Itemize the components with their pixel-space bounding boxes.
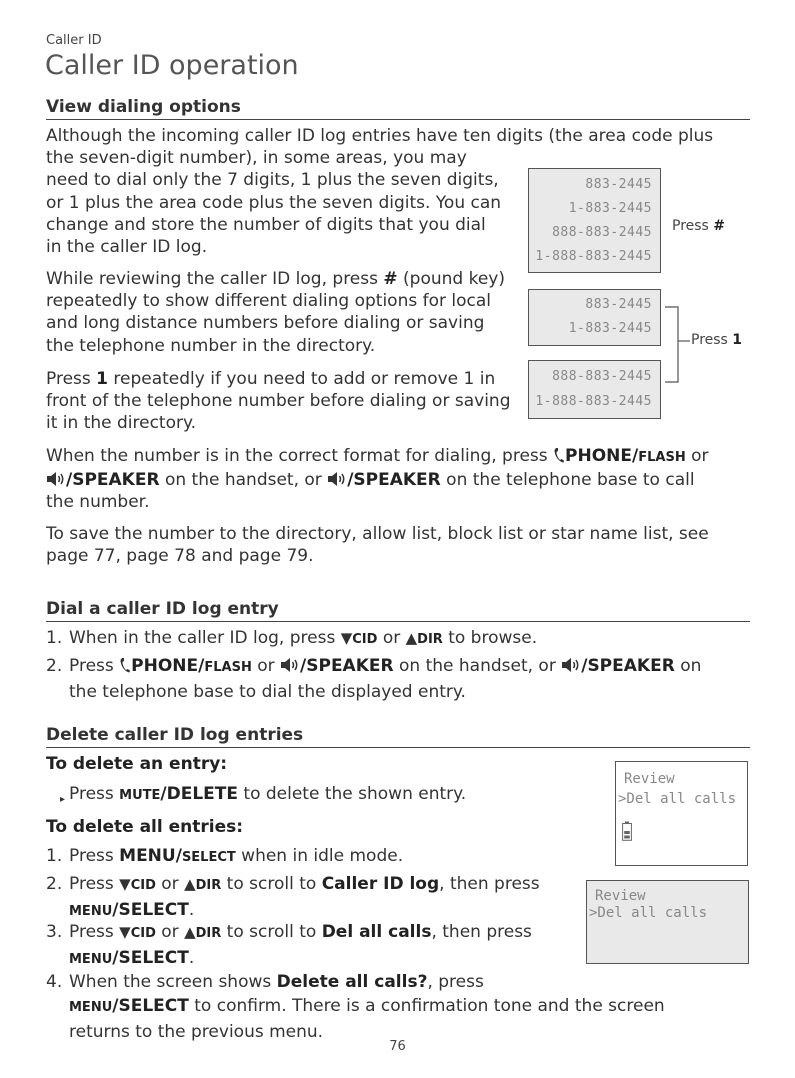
text: When in the caller ID log, press [69, 628, 341, 648]
page-title: Caller ID operation [45, 50, 299, 81]
speaker-key-label: /SPEAKER [300, 656, 394, 676]
lcd-row: 883-2445 [585, 177, 652, 192]
bullet-icon: ▸ [60, 794, 66, 805]
screen-line: >Del all calls [589, 905, 708, 921]
lcd-display-long [528, 360, 661, 419]
press-pound-label [672, 218, 725, 234]
text: . [188, 948, 195, 968]
text: While reviewing the caller ID log, press [46, 269, 384, 289]
up-triangle-icon: ▲ [184, 923, 196, 941]
phone-icon [119, 657, 131, 673]
text: the telephone base to dial the displayed entry. [69, 682, 466, 702]
menu-key-label: MENU [69, 952, 113, 967]
step-text [69, 654, 701, 704]
text: (pound key) repeatedly to show different dialing options for local and long distance numbers before dialing or saving the telephone number in the directory. [46, 269, 506, 356]
text: or [155, 874, 185, 894]
text: on the handset, or [159, 470, 328, 491]
step-number: 1. [46, 628, 63, 648]
lcd-row: 1-883-2445 [568, 201, 652, 216]
flash-key-label: FLASH [638, 450, 686, 465]
list-item-delete-all-2 [46, 872, 586, 920]
paragraph-pound-key [46, 268, 516, 357]
step-text [69, 872, 540, 924]
cid-key-label: CID [130, 878, 156, 893]
flash-key-label: FLASH [204, 660, 252, 675]
phone-key-label: PHONE/ [565, 446, 639, 466]
lcd-row: 888-883-2445 [552, 369, 652, 384]
step-text [69, 782, 466, 808]
text: , press [427, 972, 484, 992]
screen-message: Delete all calls? [276, 972, 428, 992]
paragraph-dial-format [46, 445, 746, 514]
list-item-delete-all-4 [46, 970, 750, 1042]
text: , then press [431, 922, 532, 942]
text: on [674, 656, 702, 676]
text: Press [46, 369, 97, 389]
key: 1 [732, 332, 743, 348]
breadcrumb: Caller ID [46, 33, 102, 48]
text: to browse. [442, 628, 538, 648]
text: When the screen shows [69, 972, 277, 992]
phone-icon [553, 447, 565, 463]
subheading-delete-all: To delete all entries: [46, 817, 244, 837]
step-text [69, 920, 532, 972]
intro-line: or 1 plus the area code plus the seven digits. You can [46, 192, 502, 213]
select-key-label: /SELECT [112, 948, 189, 968]
text: or [251, 656, 281, 676]
page-number: 76 [389, 1039, 406, 1054]
text: when in idle mode. [235, 846, 404, 866]
step-number: 2. [46, 656, 63, 676]
dial-format-line [46, 469, 746, 491]
text: . [188, 900, 195, 920]
speaker-icon [561, 657, 581, 673]
step-number: 1. [46, 846, 63, 866]
intro-line: need to dial only the 7 digits, 1 plus the seven digits, [46, 170, 499, 191]
step-number: 3. [46, 922, 63, 942]
menu-key-label: MENU [69, 904, 113, 919]
text: to scroll to [221, 922, 322, 942]
screen-line: >Del all calls [618, 791, 737, 807]
handset-screen-with-battery [615, 761, 748, 866]
text: or [685, 446, 709, 466]
lcd-display-pound [528, 168, 661, 273]
text: on the handset, or [393, 656, 562, 676]
select-key-label: /SELECT [112, 900, 189, 920]
paragraph-press-one [46, 368, 516, 435]
dir-key-label: DIR [195, 878, 222, 893]
battery-icon [622, 821, 632, 841]
text: Press [69, 922, 120, 942]
text: Press [69, 656, 120, 676]
menu-target: Del all calls [321, 922, 432, 942]
intro-line: the seven-digit number), in some areas, you may [46, 148, 467, 169]
text: to scroll to [221, 874, 322, 894]
step-text [69, 970, 665, 1044]
section-heading-view-dialing: View dialing options [46, 97, 750, 120]
dir-key-label: DIR [417, 632, 443, 647]
dial-format-line [46, 445, 746, 469]
bracket-connector [662, 300, 692, 390]
section-heading-dial-entry: Dial a caller ID log entry [46, 599, 750, 622]
text: returns to the previous menu. [69, 1022, 324, 1042]
down-triangle-icon: ▼ [119, 875, 131, 893]
mute-key-label: MUTE [119, 788, 161, 803]
down-triangle-icon: ▼ [340, 629, 353, 647]
text: on the telephone base to call [440, 470, 695, 491]
select-key-label: SELECT [181, 850, 236, 865]
lcd-row: 883-2445 [585, 297, 652, 312]
text: to confirm. There is a confirmation tone and the screen [188, 996, 665, 1016]
lcd-row: 1-888-883-2445 [535, 394, 652, 409]
text: Press [69, 874, 120, 894]
text: Press [69, 784, 120, 804]
cid-key-label: CID [352, 632, 378, 647]
step-number: 4. [46, 972, 63, 992]
text: Press [672, 218, 714, 234]
text: Press [691, 332, 733, 348]
pound-key-label: # [383, 269, 398, 289]
speaker-icon [280, 657, 300, 673]
subheading-delete-one: To delete an entry: [46, 754, 228, 774]
step-text [69, 626, 537, 652]
menu-key-label: MENU/ [119, 846, 182, 866]
speaker-key-label: /SPEAKER [66, 470, 160, 491]
intro-line: change and store the number of digits that you dial [46, 214, 486, 235]
base-screen [586, 880, 749, 964]
text: repeatedly if you need to add or remove 1 in front of the telephone number before dialing or saving it in the directory. [46, 369, 511, 434]
intro-line: in the caller ID log. [46, 237, 208, 258]
menu-key-label: MENU [69, 1000, 113, 1015]
screen-line: Review [595, 888, 646, 904]
one-key-label: 1 [96, 369, 108, 389]
dial-format-line: the number. [46, 492, 150, 513]
paragraph-save-number: To save the number to the directory, allow list, block list or star name list, see page 77, page 78 and page 79. [46, 524, 709, 567]
speaker-icon [327, 471, 347, 487]
speaker-key-label: /SPEAKER [347, 470, 441, 491]
lcd-row: 1-888-883-2445 [535, 249, 652, 264]
cid-key-label: CID [130, 926, 156, 941]
menu-target: Caller ID log [321, 874, 440, 894]
text: Press [69, 846, 120, 866]
up-triangle-icon: ▲ [405, 629, 418, 647]
lcd-row: 888-883-2445 [552, 225, 652, 240]
text: or [377, 628, 406, 648]
lcd-display-local [528, 289, 661, 346]
up-triangle-icon: ▲ [184, 875, 196, 893]
list-item-step-2 [46, 654, 750, 702]
down-triangle-icon: ▼ [119, 923, 131, 941]
speaker-key-label: /SPEAKER [581, 656, 675, 676]
lcd-row: 1-883-2445 [568, 321, 652, 336]
intro-line: Although the incoming caller ID log entries have ten digits (the area code plus [46, 126, 714, 146]
screen-line: Review [624, 771, 675, 787]
text: to delete the shown entry. [238, 784, 467, 804]
phone-key-label: PHONE/ [131, 656, 205, 676]
select-key-label: /SELECT [112, 996, 189, 1016]
key: # [713, 218, 726, 234]
text: When the number is in the correct format for dialing, press [46, 446, 554, 466]
delete-key-label: /DELETE [160, 784, 238, 804]
dir-key-label: DIR [195, 926, 222, 941]
text: , then press [439, 874, 540, 894]
text: or [155, 922, 185, 942]
step-text [69, 844, 403, 870]
press-one-label [691, 332, 742, 348]
list-item-delete-all-3 [46, 920, 586, 968]
speaker-icon [46, 471, 66, 487]
section-heading-delete: Delete caller ID log entries [46, 725, 750, 748]
step-number: 2. [46, 874, 63, 894]
